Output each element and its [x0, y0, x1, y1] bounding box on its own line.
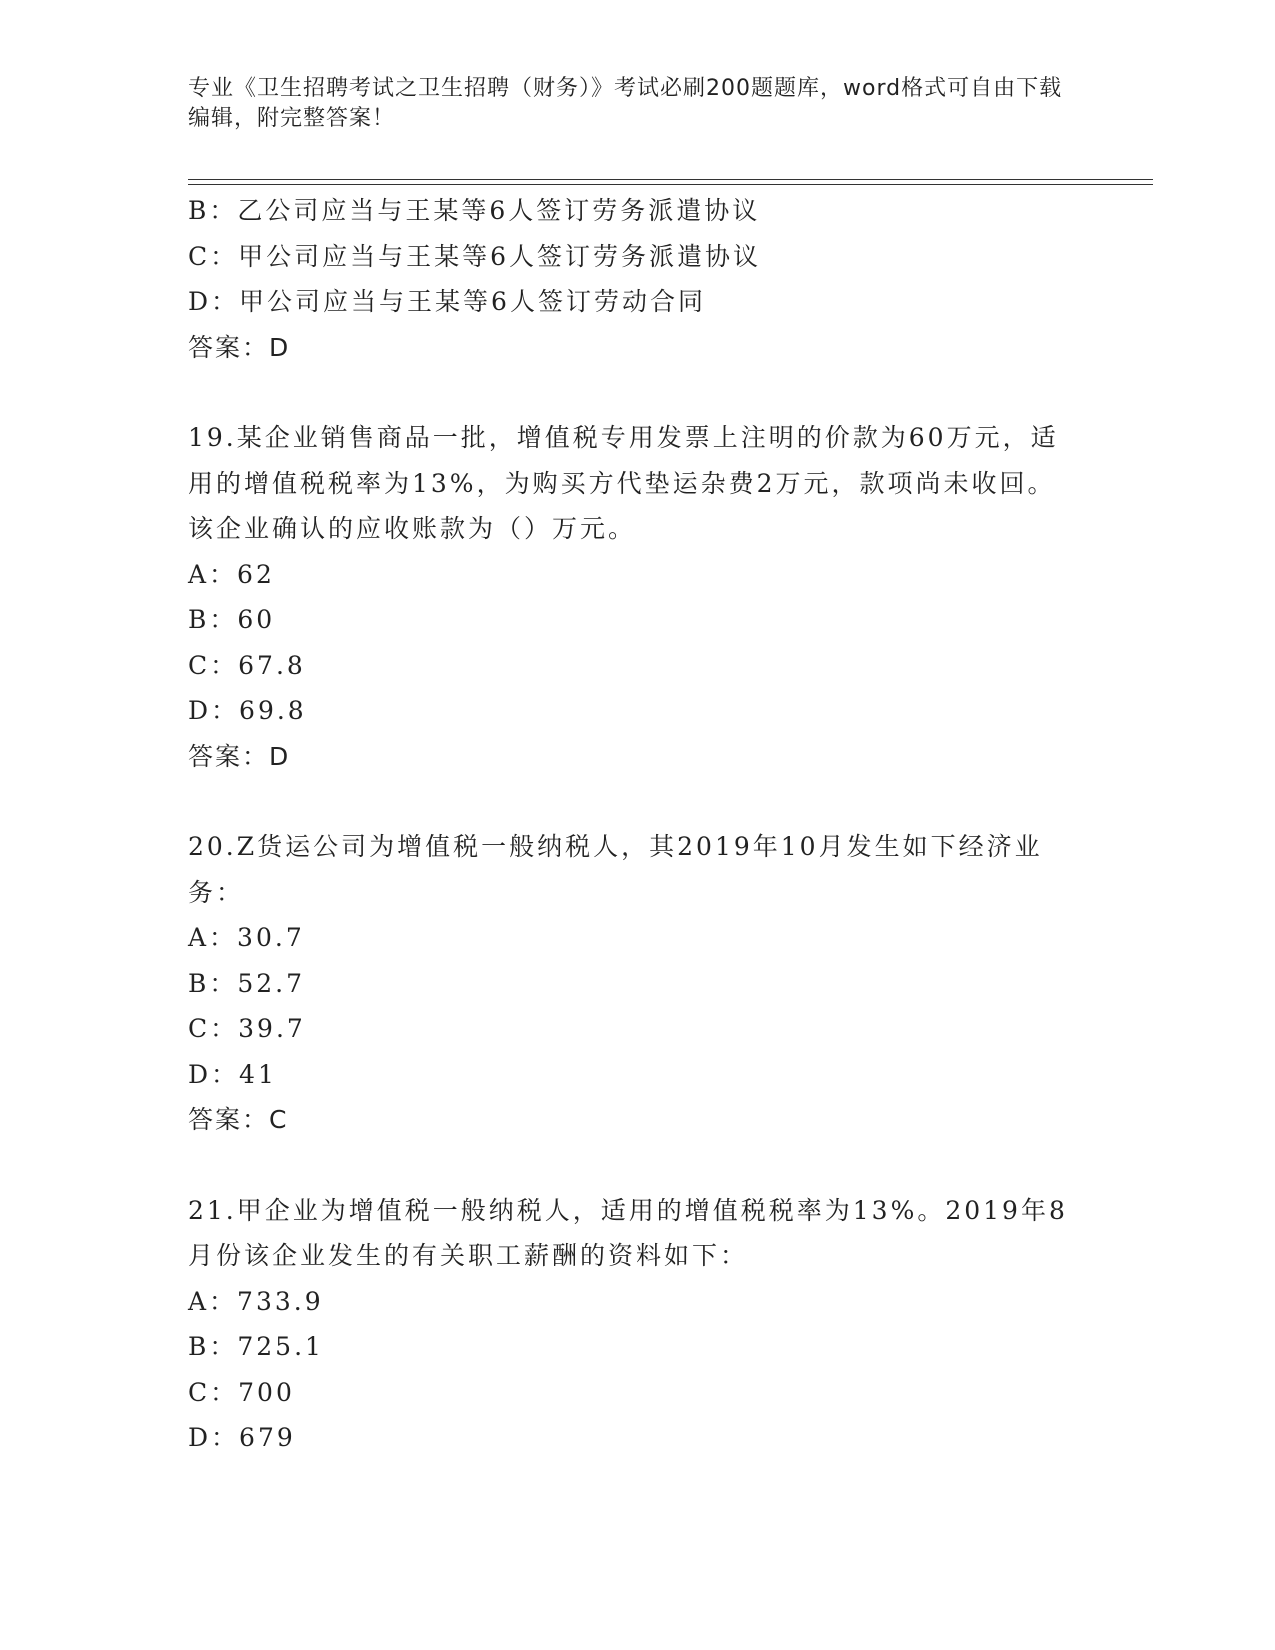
question-20: [188, 824, 1088, 1143]
option-b: B：乙公司应当与王某等6人签订劳务派遣协议: [188, 196, 761, 225]
header-divider-bottom: [188, 184, 1153, 185]
answer: 答案：D: [188, 741, 291, 771]
option-a: A：30.7: [188, 923, 305, 952]
option-d: D：甲公司应当与王某等6人签订劳动合同: [188, 287, 706, 316]
option-a: A：733.9: [188, 1286, 324, 1316]
question-19: [188, 415, 1088, 779]
answer: 答案：C: [188, 1105, 289, 1134]
option-c: C：67.8: [188, 650, 306, 680]
question-stem: 19.某企业销售商品一批，增值税专用发票上注明的价款为60万元，适用的增值税税率为13%，为购买方代垫运杂费2万元，款项尚未收回。该企业确认的应收账款为（）万元。: [188, 423, 1059, 543]
document-header: 专业《卫生招聘考试之卫生招聘（财务）》考试必刷200题题库，word格式可自由下载编辑，附完整答案！: [188, 76, 1063, 131]
option-d: D：679: [188, 1423, 296, 1452]
option-c: C：39.7: [188, 1014, 306, 1043]
option-d: D：69.8: [188, 696, 307, 725]
answer: 答案：D: [188, 332, 291, 362]
question-stem: 21.甲企业为增值税一般纳税人，适用的增值税税率为13%。2019年8月份该企业发生的有关职工薪酬的资料如下：: [188, 1195, 1068, 1270]
option-c: C：甲公司应当与王某等6人签订劳务派遣协议: [188, 241, 762, 271]
option-a: A：62: [188, 559, 275, 589]
option-b: B：52.7: [188, 968, 306, 998]
option-d: D：41: [188, 1059, 277, 1089]
question-stem: 20.Z货运公司为增值税一般纳税人，其2019年10月发生如下经济业务：: [188, 832, 1043, 907]
option-b: B：725.1: [188, 1332, 324, 1361]
option-b: B：60: [188, 605, 276, 634]
header-divider-top: [188, 179, 1153, 180]
question-list: [188, 188, 1088, 1461]
question-18-tail: [188, 188, 1088, 370]
question-21: [188, 1188, 1088, 1461]
option-c: C：700: [188, 1377, 295, 1407]
